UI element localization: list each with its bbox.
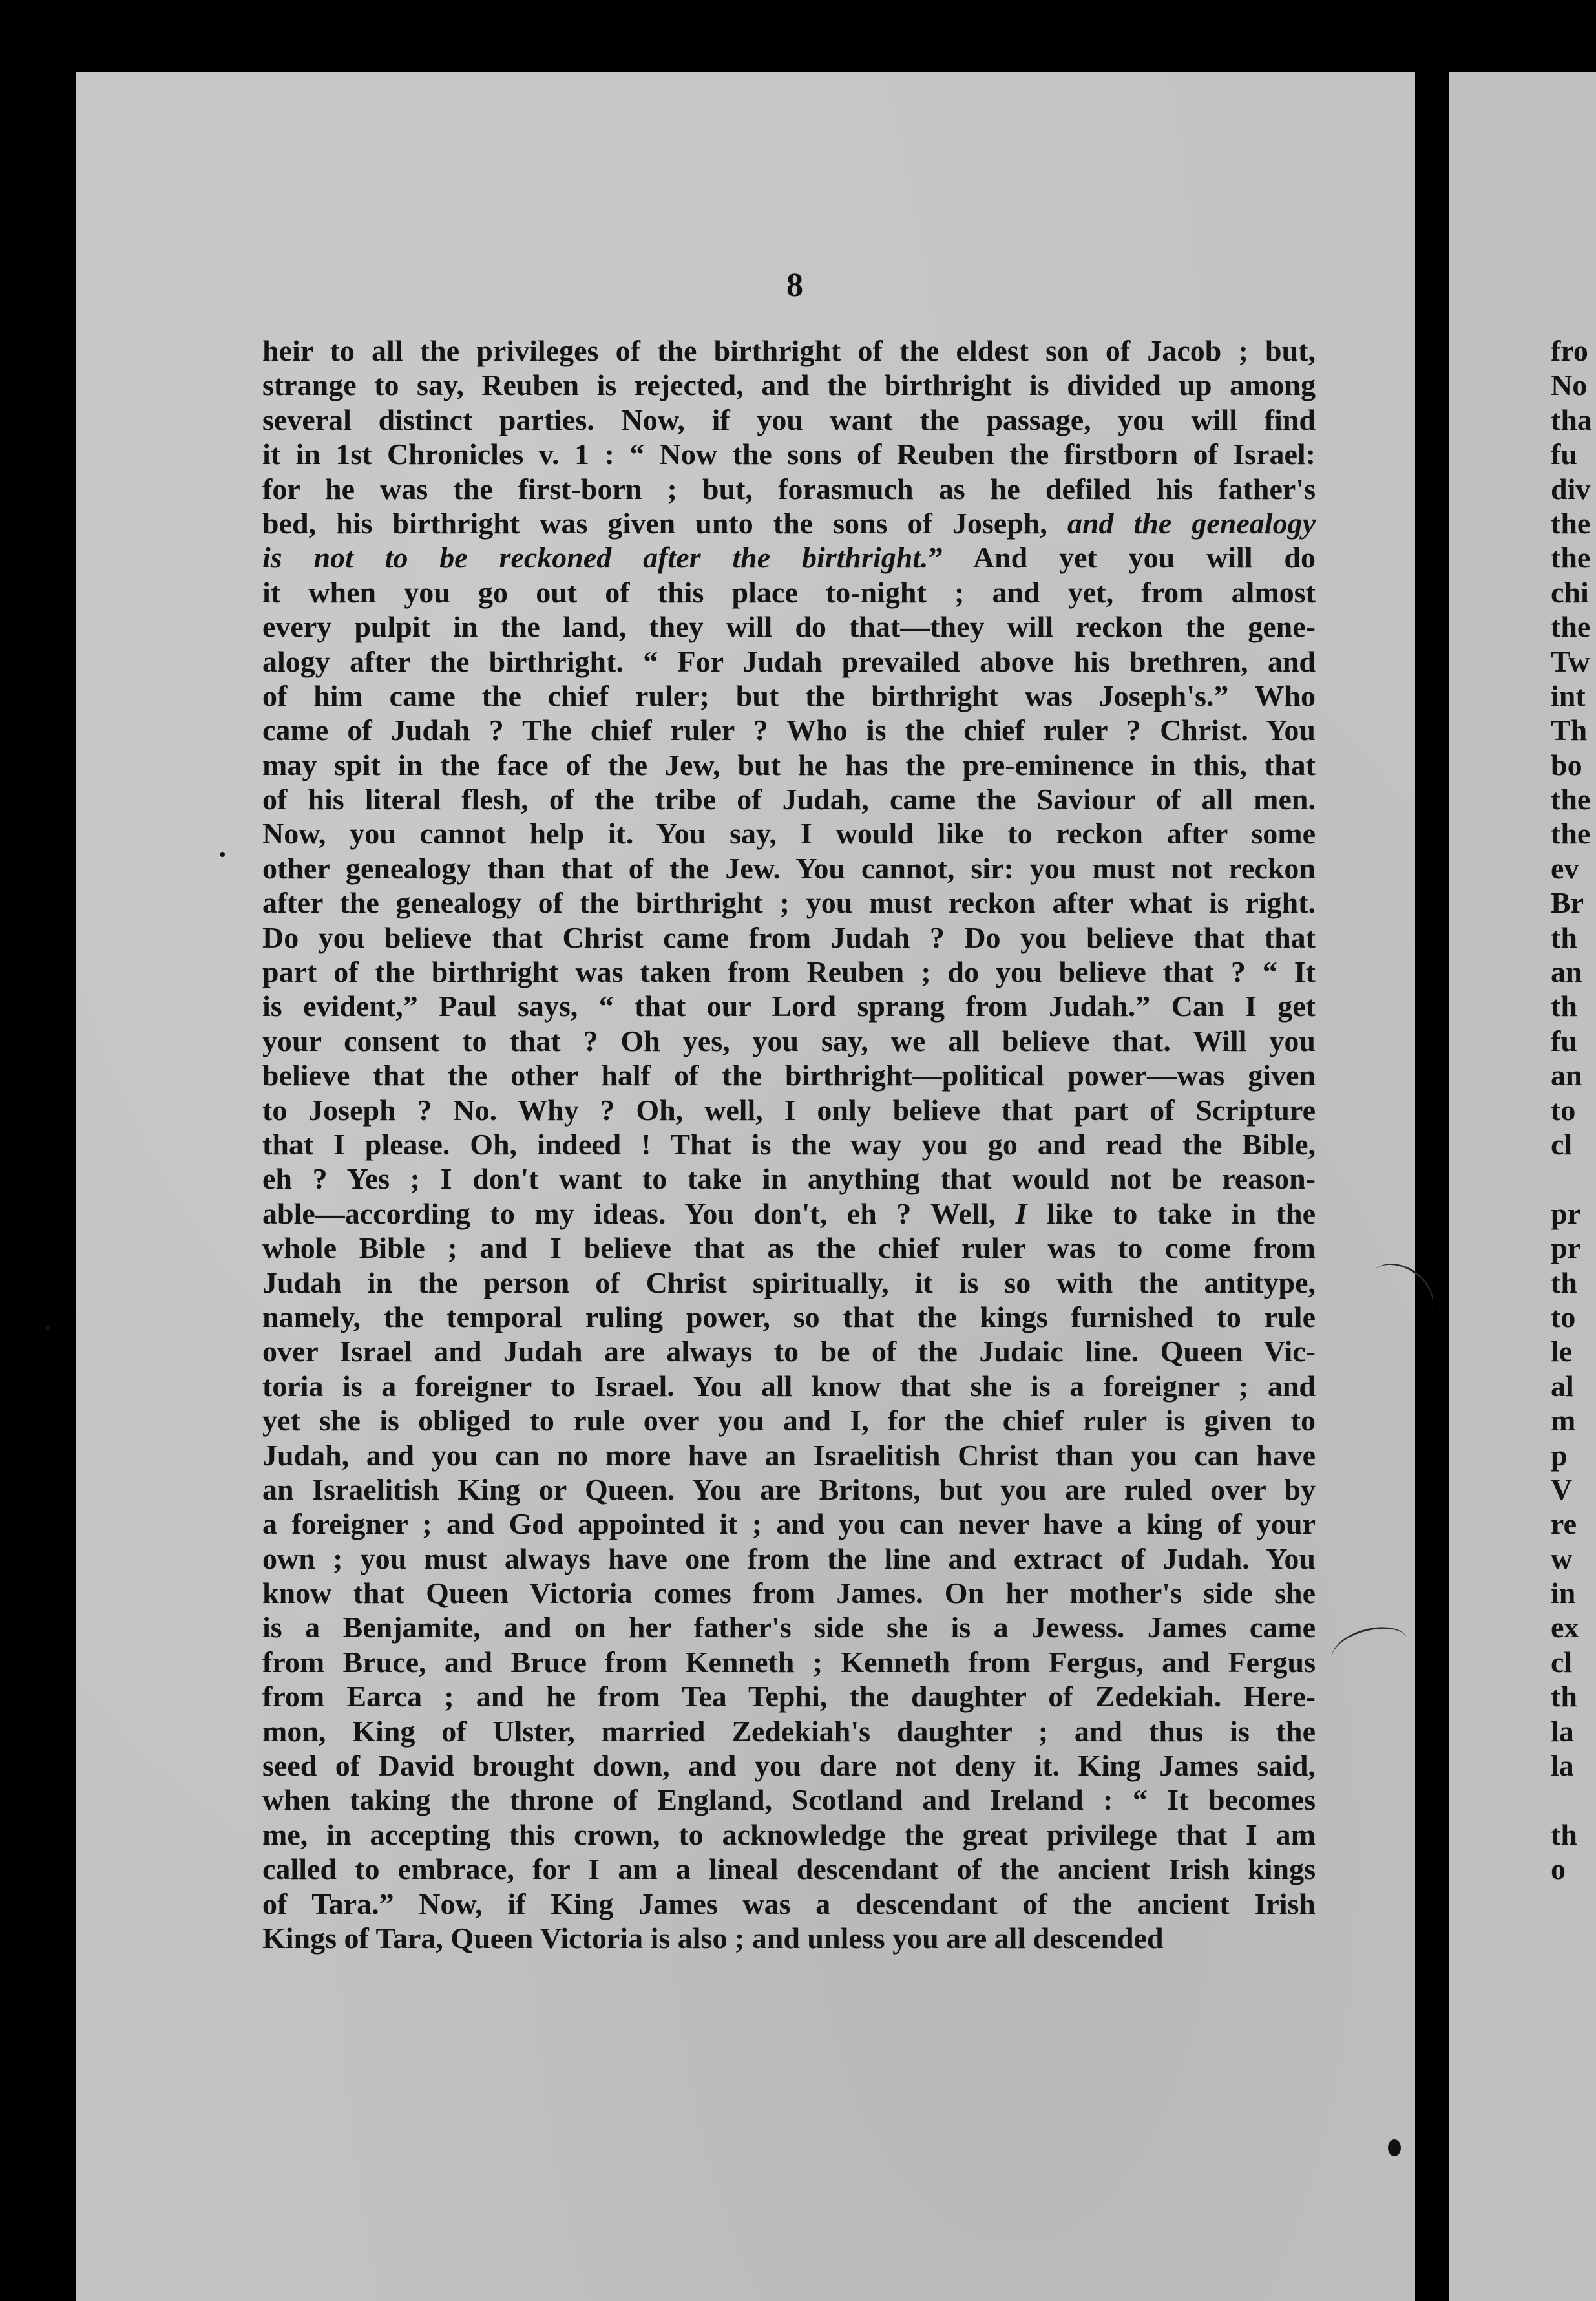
right-page-fragment: ex (1551, 1611, 1579, 1644)
right-page-fragment (1551, 1161, 1596, 1196)
text-line: every pulpit in the land, they will do that—they will reckon the gene- (262, 610, 1316, 644)
text-line: Now, you cannot help it. You say, I would like to reckon after some (262, 817, 1316, 851)
right-page-fragment: Th (1551, 714, 1588, 747)
text-line: from Earca ; and he from Tea Tephi, the daughter of Zedekiah. Here- (262, 1680, 1316, 1713)
text-line: for he was the first-born ; but, forasmuch as he defiled his father's (262, 472, 1316, 505)
body-text (262, 334, 1316, 1955)
text-line: seed of David brought down, and you dare not deny it. King James said, (262, 1749, 1316, 1783)
right-page-fragment: pr (1551, 1231, 1580, 1265)
right-page-fragment: the (1551, 506, 1591, 540)
text-line: Do you believe that Christ came from Judah ? Do you believe that that (262, 920, 1316, 954)
right-page-fragment (1551, 1783, 1596, 1817)
right-page-fragment: le (1551, 1335, 1573, 1368)
text-line: Judah in the person of Christ spiritually, it is so with the antitype, (262, 1266, 1316, 1299)
right-page-fragment: in (1551, 1576, 1576, 1610)
ink-speck (45, 1325, 50, 1330)
right-page-fragment: Br (1551, 886, 1584, 920)
page-number: 8 (786, 267, 803, 304)
right-page-fragment: cl (1551, 1645, 1573, 1679)
text-line: an Israelitish King or Queen. You are Britons, but you are ruled over by (262, 1472, 1316, 1506)
right-page-fragment: la (1551, 1749, 1574, 1783)
text-line: a foreigner ; and God appointed it ; and you can never have a king of your (262, 1507, 1316, 1541)
text-line: called to embrace, for I am a lineal descendant of the ancient Irish kings (262, 1852, 1316, 1886)
text-line: yet she is obliged to rule over you and I, for the chief ruler is given to (262, 1404, 1316, 1437)
text-line: me, in accepting this crown, to acknowledge the great privilege that I am (262, 1818, 1316, 1851)
right-page-fragment: No (1551, 368, 1588, 402)
text-line: from Bruce, and Bruce from Kenneth ; Kenneth from Fergus, and Fergus (262, 1645, 1316, 1679)
right-page-fragment: tha (1551, 403, 1592, 436)
text-line: mon, King of Ulster, married Zedekiah's daughter ; and thus is the (262, 1714, 1316, 1748)
right-page-fragment: an (1551, 1059, 1582, 1092)
right-page-fragment: cl (1551, 1127, 1573, 1161)
right-page-fragment: pr (1551, 1196, 1580, 1230)
text-line: came of Judah ? The chief ruler ? Who is the chief ruler ? Christ. You (262, 714, 1316, 747)
text-line: whole Bible ; and I believe that as the chief ruler was to come from (262, 1231, 1316, 1265)
ink-speck (220, 852, 225, 857)
text-line: know that Queen Victoria comes from James. On her mother's side she (262, 1576, 1316, 1610)
text-line: eh ? Yes ; I don't want to take in anything that would not be reason- (262, 1162, 1316, 1196)
text-line: several distinct parties. Now, if you want the passage, you will find (262, 403, 1316, 436)
right-page-fragment: fu (1551, 1024, 1577, 1057)
right-page-fragment: fu (1551, 438, 1577, 471)
right-page-fragment: p (1551, 1438, 1568, 1472)
right-page-fragment: la (1551, 1714, 1574, 1748)
text-line: own ; you must always have one from the line and extract of Judah. You (262, 1542, 1316, 1575)
right-page-fragment: an (1551, 955, 1582, 989)
text-line: is evident,” Paul says, “ that our Lord sprang from Judah.” Can I get (262, 990, 1316, 1023)
text-line: strange to say, Reuben is rejected, and the birthright is divided up among (262, 368, 1316, 402)
right-page-fragment: div (1551, 472, 1591, 505)
right-page-fragment: the (1551, 610, 1591, 644)
right-page-fragment: th (1551, 1266, 1577, 1299)
text-line: other genealogy than that of the Jew. You cannot, sir: you must not reckon (262, 851, 1316, 885)
right-page-fragment: ev (1551, 851, 1579, 885)
text-line: that I please. Oh, indeed ! That is the way you go and read the Bible, (262, 1127, 1316, 1161)
text-line: namely, the temporal ruling power, so that the kings furnished to rule (262, 1300, 1316, 1333)
text-line: of Tara.” Now, if King James was a descendant of the ancient Irish (262, 1887, 1316, 1920)
right-page-fragment: th (1551, 1818, 1577, 1851)
text-line: it when you go out of this place to-night ; and yet, from almost (262, 575, 1316, 609)
text-line: after the genealogy of the birthright ; you must reckon after what is right. (262, 886, 1316, 920)
page-gutter (1415, 0, 1449, 2301)
text-line: to Joseph ? No. Why ? Oh, well, I only believe that part of Scripture (262, 1093, 1316, 1127)
text-line: is not to be reckoned after the birthright.” And yet you will do (262, 541, 1316, 575)
right-page-fragment: V (1551, 1472, 1573, 1506)
text-line: your consent to that ? Oh yes, you say, we all believe that. Will you (262, 1024, 1316, 1057)
right-page-fragment: int (1551, 679, 1586, 712)
right-page-fragment: re (1551, 1507, 1577, 1541)
text-line: over Israel and Judah are always to be of the Judaic line. Queen Vic- (262, 1335, 1316, 1368)
right-page-fragment: m (1551, 1404, 1576, 1437)
right-page-fragment: to (1551, 1093, 1576, 1127)
text-line: Kings of Tara, Queen Victoria is also ; and unless you are all descended (262, 1921, 1164, 1955)
text-line: bed, his birthright was given unto the sons of Joseph, and the genealogy (262, 506, 1316, 540)
right-page-fragment: w (1551, 1542, 1573, 1575)
text-line: of his literal flesh, of the tribe of Judah, came the Saviour of all men. (262, 783, 1316, 816)
right-page-fragment: bo (1551, 748, 1582, 781)
right-page-fragment: th (1551, 990, 1577, 1023)
right-page-fragment: th (1551, 920, 1577, 954)
text-line: part of the birthright was taken from Reuben ; do you believe that ? “ It (262, 955, 1316, 989)
right-page-text-fragments (1551, 334, 1596, 1887)
right-page-fragment: fro (1551, 334, 1588, 367)
text-line: heir to all the privileges of the birthright of the eldest son of Jacob ; but, (262, 334, 1316, 367)
text-line: when taking the throne of England, Scotland and Ireland : “ It becomes (262, 1783, 1316, 1817)
right-page-fragment: the (1551, 783, 1591, 816)
right-page-fragment: to (1551, 1300, 1576, 1333)
text-line: able—according to my ideas. You don't, eh ? Well, I like to take in the (262, 1196, 1316, 1230)
text-line: toria is a foreigner to Israel. You all know that she is a foreigner ; and (262, 1369, 1316, 1403)
text-line: believe that the other half of the birthright—political power—was given (262, 1059, 1316, 1092)
ink-speck (1388, 2139, 1401, 2156)
right-page-fragment: al (1551, 1369, 1574, 1403)
right-page-fragment: the (1551, 541, 1591, 575)
text-line: may spit in the face of the Jew, but he has the pre-eminence in this, that (262, 748, 1316, 781)
right-page-fragment: th (1551, 1680, 1577, 1713)
right-page-fragment: the (1551, 817, 1591, 851)
text-line: of him came the chief ruler; but the birthright was Joseph's.” Who (262, 679, 1316, 712)
text-line: alogy after the birthright. “ For Judah prevailed above his brethren, and (262, 644, 1316, 678)
right-page-fragment: chi (1551, 575, 1589, 609)
text-line: is a Benjamite, and on her father's side she is a Jewess. James came (262, 1611, 1316, 1644)
text-line: it in 1st Chronicles v. 1 : “ Now the sons of Reuben the firstborn of Israel: (262, 438, 1316, 471)
right-page-fragment: Tw (1551, 644, 1590, 678)
text-line: Judah, and you can no more have an Israelitish Christ than you can have (262, 1438, 1316, 1472)
right-page-fragment: o (1551, 1852, 1566, 1886)
